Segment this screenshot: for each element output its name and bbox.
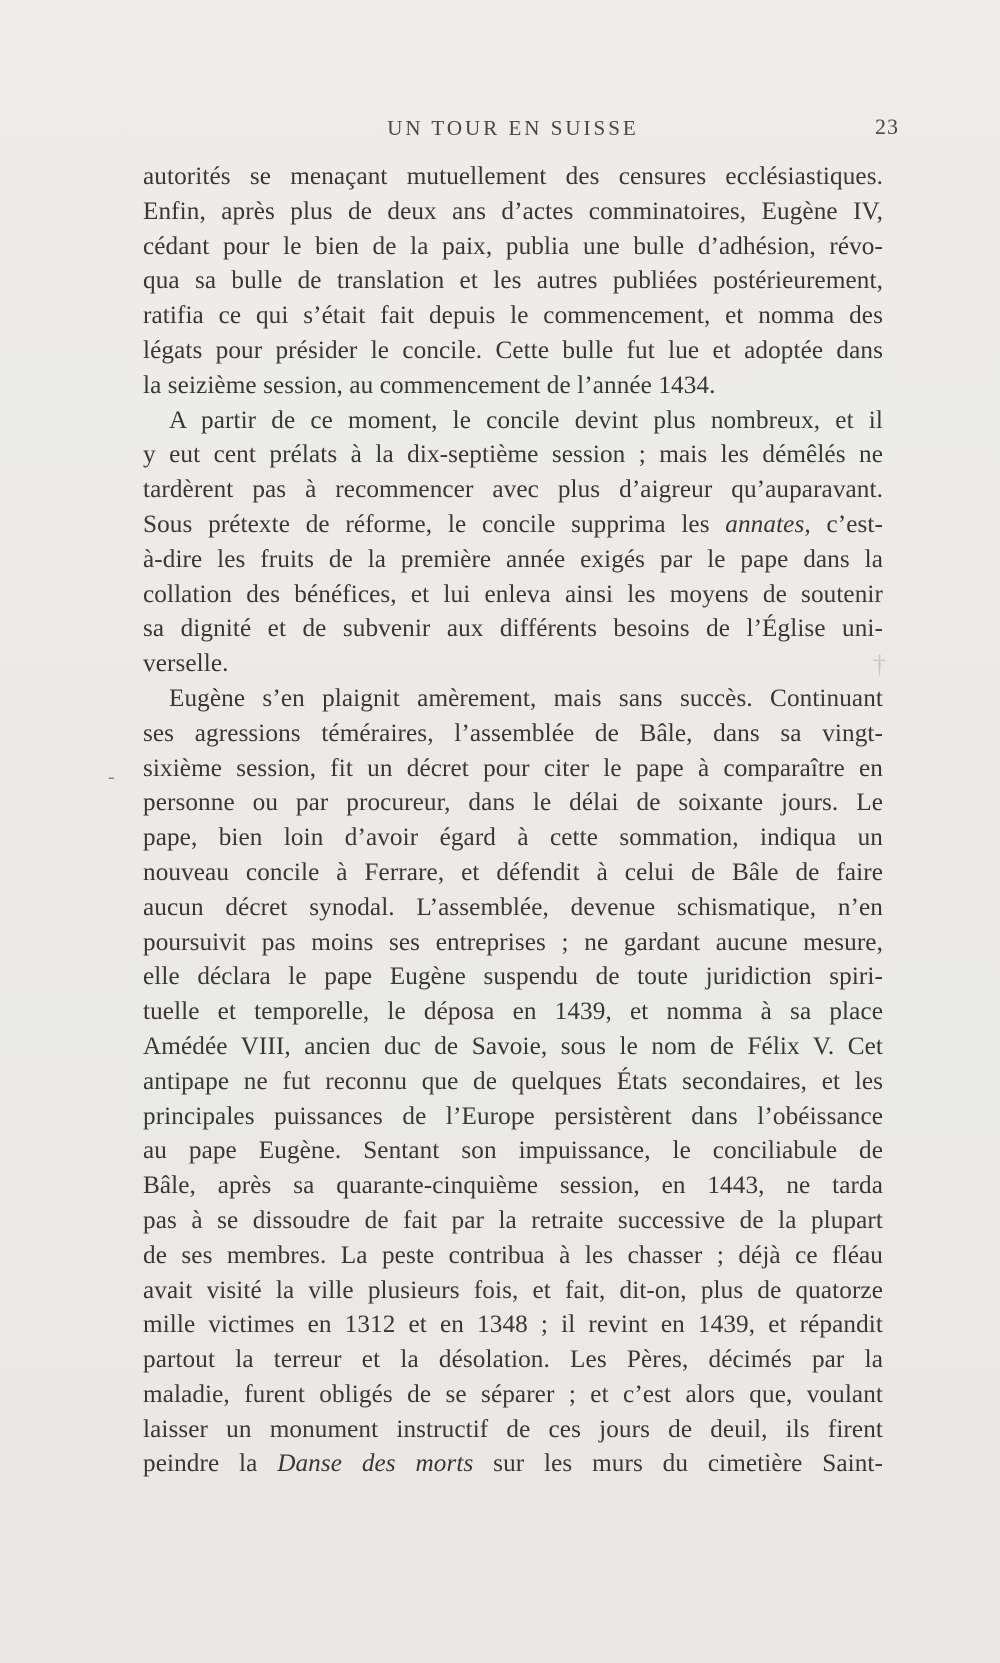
text-line: partout la terreur et la désolation. Les Pères, décimés par la [143,1346,883,1374]
text-segment: Sous prétexte de réforme, le concile supprima les [143,510,726,538]
text-line: sixième session, fit un décret pour citer le pape à comparaître en [143,754,883,782]
text-line: ratifia ce qui s’était fait depuis le commencement, et nomma des [143,302,883,330]
italic-text: Danse des morts [277,1450,474,1478]
page-number: 23 [875,114,899,139]
text-segment: sur les murs du cimetière Saint- [473,1450,883,1478]
text-line: elle déclara le pape Eugène suspendu de toute juridiction spiri- [143,963,883,991]
text-line: pape, bien loin d’avoir égard à cette sommation, indiqua un [143,824,883,852]
text-line: verselle. [143,650,229,678]
text-line: qua sa bulle de translation et les autres publiées postérieurement, [143,267,883,295]
text-line: Enfin, après plus de deux ans d’actes comminatoires, Eugène IV, [143,197,883,225]
running-head [143,114,899,146]
text-line: y eut cent prélats à la dix-septième session ; mais les démêlés ne [143,441,883,469]
text-line: collation des bénéfices, et lui enleva ainsi les moyens de soutenir [143,580,883,608]
text-line: personne ou par procureur, dans le délai de soixante jours. Le [143,789,883,817]
text-line: tardèrent pas à recommencer avec plus d’aigreur qu’auparavant. [143,476,883,504]
text-line [143,508,883,543]
text-line: sa dignité et de subvenir aux différents besoins de l’Église uni- [143,615,883,643]
text-line: cédant pour le bien de la paix, publia une bulle d’adhésion, révo- [143,232,883,260]
text-line: laisser un monument instructif de ces jours de deuil, ils firent [143,1415,883,1443]
text-line: de ses membres. La peste contribua à les chasser ; déjà ce fléau [143,1241,883,1269]
text-line [143,1447,883,1482]
text-line: avait visité la ville plusieurs fois, et fait, dit-on, plus de quatorze [143,1276,883,1304]
text-line: au pape Eugène. Sentant son impuissance, le conciliabule de [143,1137,883,1165]
text-line: A partir de ce moment, le concile devint plus nombreux, et il [169,406,883,434]
text-line: mille victimes en 1312 et en 1348 ; il revint en 1439, et répandit [143,1311,883,1339]
text-line: maladie, furent obligés de se séparer ; et c’est alors que, voulant [143,1380,883,1408]
italic-text: annates, [725,510,811,538]
text-line: poursuivit pas moins ses entreprises ; ne gardant aucune mesure, [143,928,883,956]
text-line: ses agressions téméraires, l’assemblée de Bâle, dans sa vingt- [143,719,883,747]
text-line: nouveau concile à Ferrare, et défendit à celui de Bâle de faire [143,858,883,886]
text-line: à-dire les fruits de la première année exigés par le pape dans la [143,545,883,573]
text-segment: c’est- [810,510,883,538]
text-line: autorités se menaçant mutuellement des censures ecclésiastiques. [143,163,883,190]
text-line: Eugène s’en plaignit amèrement, mais sans succès. Continuant [169,684,883,712]
margin-mark: - [108,766,115,788]
text-line: principales puissances de l’Europe persistèrent dans l’obéissance [143,1102,883,1130]
margin-cross: † [873,650,886,679]
text-line: pas à se dissoudre de fait par la retraite successive de la plupart [143,1206,883,1234]
body-text [143,160,883,1482]
text-line: Bâle, après sa quarante-cinquième session, en 1443, ne tarda [143,1172,883,1200]
text-segment: peindre la [143,1450,278,1478]
text-line: antipape ne fut reconnu que de quelques États secondaires, et les [143,1067,883,1095]
running-title: UN TOUR EN SUISSE [387,116,639,140]
text-line: la seizième session, au commencement de l’année 1434. [143,371,716,399]
text-line: Amédée VIII, ancien duc de Savoie, sous le nom de Félix V. Cet [143,1032,883,1060]
text-line: légats pour présider le concile. Cette bulle fut lue et adoptée dans [143,336,883,364]
text-line: tuelle et temporelle, le déposa en 1439, et nomma à sa place [143,998,883,1026]
text-line: aucun décret synodal. L’assemblée, devenue schismatique, n’en [143,893,883,921]
